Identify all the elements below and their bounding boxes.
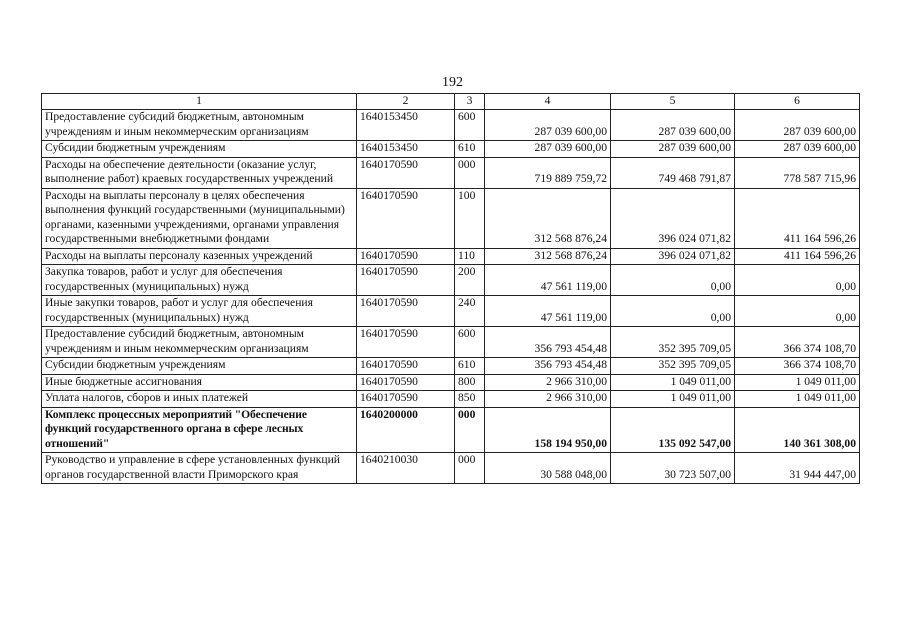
amount-col6-cell: 1 049 011,00 (735, 391, 860, 408)
expense-type-cell: 100 (455, 188, 485, 248)
amount-col4-cell: 30 588 048,00 (485, 453, 611, 484)
target-code-cell: 1640210030 (357, 453, 455, 484)
expense-type-cell: 240 (455, 296, 485, 327)
amount-col6-cell: 366 374 108,70 (735, 358, 860, 375)
amount-col5-cell: 287 039 600,00 (611, 110, 735, 141)
amount-col4-cell: 356 793 454,48 (485, 327, 611, 358)
amount-col6-cell: 140 361 308,00 (735, 407, 860, 453)
expense-type-cell: 110 (455, 248, 485, 265)
target-code-cell: 1640170590 (357, 248, 455, 265)
amount-col5-cell: 287 039 600,00 (611, 141, 735, 158)
expense-type-cell: 600 (455, 327, 485, 358)
row-name-cell: Закупка товаров, работ и услуг для обеспечения государственных (муниципальных) нужд (42, 265, 357, 296)
table-row (42, 296, 860, 327)
amount-col4-cell: 287 039 600,00 (485, 141, 611, 158)
amount-col5-cell: 1 049 011,00 (611, 391, 735, 408)
expense-type-cell: 800 (455, 374, 485, 391)
column-header: 5 (611, 94, 735, 110)
budget-table-body (42, 94, 860, 484)
amount-col4-cell: 312 568 876,24 (485, 188, 611, 248)
row-name-cell: Расходы на выплаты персоналу в целях обеспечения выполнения функций государственными (муниципальными) органами, казенными учреждениями, органами управления государственными внебюджетными фондами (42, 188, 357, 248)
amount-col6-cell: 0,00 (735, 296, 860, 327)
amount-col6-cell: 411 164 596,26 (735, 248, 860, 265)
target-code-cell: 1640170590 (357, 391, 455, 408)
target-code-cell: 1640170590 (357, 188, 455, 248)
table-row (42, 141, 860, 158)
amount-col4-cell: 356 793 454,48 (485, 358, 611, 375)
amount-col6-cell: 1 049 011,00 (735, 374, 860, 391)
table-row (42, 374, 860, 391)
amount-col6-cell: 411 164 596,26 (735, 188, 860, 248)
target-code-cell: 1640170590 (357, 327, 455, 358)
amount-col4-cell: 2 966 310,00 (485, 374, 611, 391)
amount-col4-cell: 47 561 119,00 (485, 265, 611, 296)
row-name-cell: Субсидии бюджетным учреждениям (42, 141, 357, 158)
target-code-cell: 1640170590 (357, 157, 455, 188)
expense-type-cell: 200 (455, 265, 485, 296)
expense-type-cell: 610 (455, 358, 485, 375)
table-row (42, 157, 860, 188)
amount-col6-cell: 0,00 (735, 265, 860, 296)
table-row (42, 110, 860, 141)
budget-table (41, 93, 860, 484)
amount-col5-cell: 396 024 071,82 (611, 188, 735, 248)
row-name-cell: Иные закупки товаров, работ и услуг для обеспечения государственных (муниципальных) нужд (42, 296, 357, 327)
expense-type-cell: 850 (455, 391, 485, 408)
amount-col4-cell: 719 889 759,72 (485, 157, 611, 188)
amount-col4-cell: 287 039 600,00 (485, 110, 611, 141)
row-name-cell: Предоставление субсидий бюджетным, автономным учреждениям и иным некоммерческим организациям (42, 327, 357, 358)
row-name-cell: Расходы на обеспечение деятельности (оказание услуг, выполнение работ) краевых государственных учреждений (42, 157, 357, 188)
row-name-cell: Предоставление субсидий бюджетным, автономным учреждениям и иным некоммерческим организациям (42, 110, 357, 141)
amount-col6-cell: 366 374 108,70 (735, 327, 860, 358)
amount-col5-cell: 396 024 071,82 (611, 248, 735, 265)
row-name-cell: Иные бюджетные ассигнования (42, 374, 357, 391)
row-name-cell: Комплекс процессных мероприятий "Обеспечение функций государственного органа в сфере лесных отношений" (42, 407, 357, 453)
target-code-cell: 1640153450 (357, 110, 455, 141)
column-number-header-row (42, 94, 860, 110)
target-code-cell: 1640170590 (357, 358, 455, 375)
amount-col5-cell: 749 468 791,87 (611, 157, 735, 188)
column-header: 4 (485, 94, 611, 110)
target-code-cell: 1640170590 (357, 296, 455, 327)
target-code-cell: 1640170590 (357, 265, 455, 296)
target-code-cell: 1640153450 (357, 141, 455, 158)
table-row (42, 391, 860, 408)
target-code-cell: 1640170590 (357, 374, 455, 391)
table-row (42, 265, 860, 296)
amount-col4-cell: 47 561 119,00 (485, 296, 611, 327)
expense-type-cell: 600 (455, 110, 485, 141)
amount-col5-cell: 0,00 (611, 265, 735, 296)
amount-col6-cell: 287 039 600,00 (735, 141, 860, 158)
column-header: 6 (735, 94, 860, 110)
amount-col5-cell: 352 395 709,05 (611, 358, 735, 375)
row-name-cell: Расходы на выплаты персоналу казенных учреждений (42, 248, 357, 265)
table-row (42, 407, 860, 453)
amount-col4-cell: 312 568 876,24 (485, 248, 611, 265)
table-row (42, 248, 860, 265)
amount-col6-cell: 31 944 447,00 (735, 453, 860, 484)
amount-col4-cell: 158 194 950,00 (485, 407, 611, 453)
amount-col5-cell: 30 723 507,00 (611, 453, 735, 484)
amount-col4-cell: 2 966 310,00 (485, 391, 611, 408)
column-header: 2 (357, 94, 455, 110)
page-number: 192 (442, 75, 463, 90)
expense-type-cell: 000 (455, 407, 485, 453)
column-header: 1 (42, 94, 357, 110)
table-row (42, 453, 860, 484)
amount-col6-cell: 778 587 715,96 (735, 157, 860, 188)
row-name-cell: Уплата налогов, сборов и иных платежей (42, 391, 357, 408)
row-name-cell: Руководство и управление в сфере установленных функций органов государственной власти Приморского края (42, 453, 357, 484)
amount-col5-cell: 352 395 709,05 (611, 327, 735, 358)
amount-col6-cell: 287 039 600,00 (735, 110, 860, 141)
target-code-cell: 1640200000 (357, 407, 455, 453)
row-name-cell: Субсидии бюджетным учреждениям (42, 358, 357, 375)
column-header: 3 (455, 94, 485, 110)
table-row (42, 327, 860, 358)
expense-type-cell: 610 (455, 141, 485, 158)
table-row (42, 358, 860, 375)
expense-type-cell: 000 (455, 453, 485, 484)
table-row (42, 188, 860, 248)
amount-col5-cell: 135 092 547,00 (611, 407, 735, 453)
expense-type-cell: 000 (455, 157, 485, 188)
amount-col5-cell: 1 049 011,00 (611, 374, 735, 391)
amount-col5-cell: 0,00 (611, 296, 735, 327)
